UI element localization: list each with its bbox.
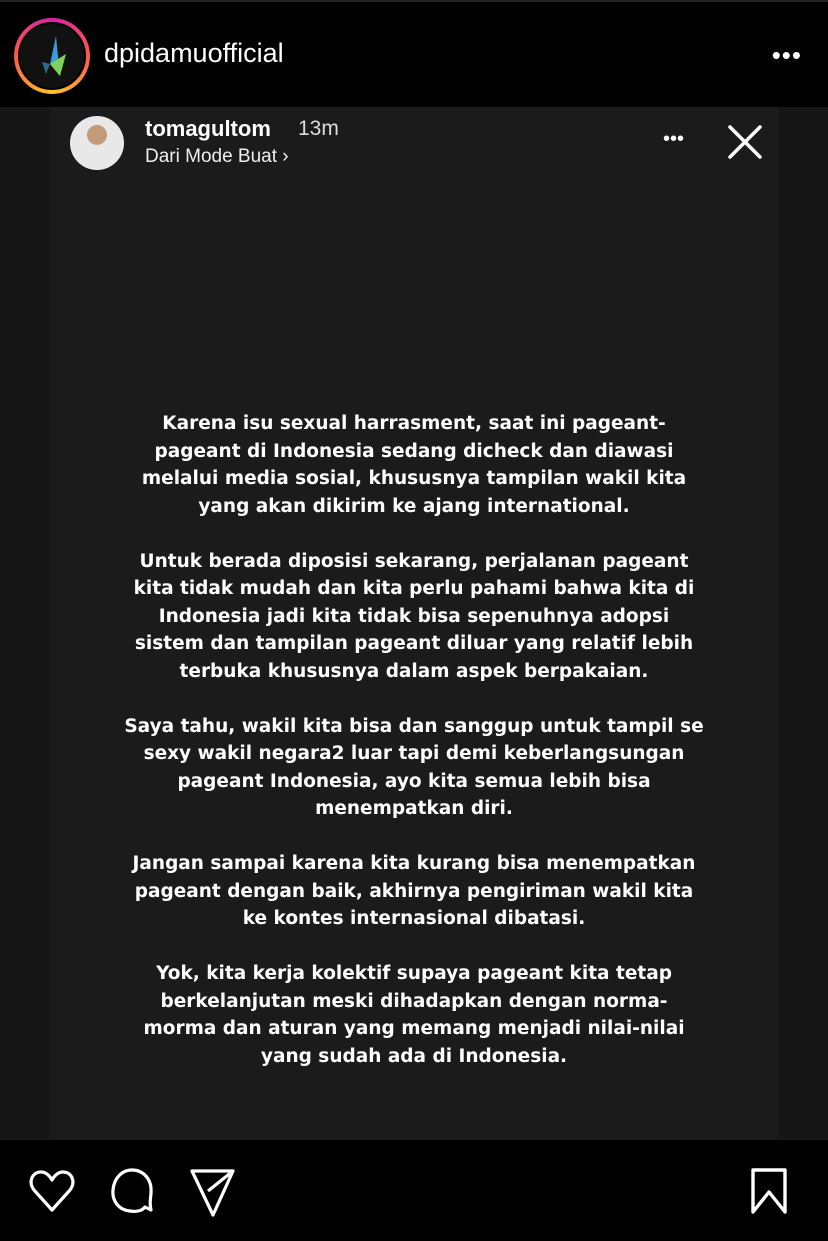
create-mode-link[interactable]: Dari Mode Buat › (145, 146, 289, 167)
story-text-line: ke kontes internasional dibatasi. (242, 908, 586, 929)
more-options-icon[interactable]: ••• (771, 40, 802, 70)
story-text-line: pageant di Indonesia sedang dicheck dan diawasi (154, 440, 674, 462)
story-text-line: Saya tahu, wakil kita bisa dan sanggup untuk tampil se (124, 715, 704, 737)
story-text-line: yang akan dikirim ke ajang international. (198, 495, 630, 517)
story-text-line: sexy wakil negara2 luar tapi demi keberlangsungan (143, 743, 685, 764)
story-text-line: Indonesia jadi kita tidak bisa sepenuhnya adopsi (158, 605, 670, 627)
story-username[interactable]: tomagultom (145, 116, 271, 141)
story-paragraph (50, 548, 778, 686)
story-author-avatar[interactable] (70, 116, 124, 170)
story-text-line: melalui media sosial, khususnya tampilan wakil kita (141, 468, 687, 489)
story-paragraph (50, 713, 778, 823)
butterfly-logo-icon (20, 24, 84, 88)
action-bar (0, 1140, 828, 1241)
story-text-line: Yok, kita kerja kolektif supaya pageant kita tetap (156, 963, 672, 984)
story-text-line: Untuk berada diposisi sekarang, perjalanan pageant (139, 550, 689, 572)
story-more-icon[interactable]: ••• (663, 128, 685, 150)
story-text-line: Karena isu sexual harrasment, saat ini pageant- (162, 413, 666, 434)
story-text-line: morma dan aturan yang memang menjadi nilai-nilai (143, 1018, 685, 1039)
story-text-line: menempatkan diri. (315, 798, 513, 819)
close-icon[interactable] (726, 123, 764, 161)
post-header (0, 0, 828, 107)
story-text-line: pageant dengan baik, akhirnya pengiriman wakil kita (134, 880, 694, 902)
story-text-line: sistem dan tampilan pageant diluar yang relatif lebih (134, 633, 694, 654)
story-paragraph (50, 850, 778, 933)
story-text-line: berkelanjutan meski dihadapkan dengan norma- (160, 990, 668, 1012)
story-text-line: terbuka khususnya dalam aspek berpakaian. (179, 660, 649, 682)
heart-icon[interactable] (28, 1168, 76, 1214)
account-avatar[interactable] (14, 18, 90, 94)
comment-icon[interactable] (108, 1166, 158, 1216)
story-text-line: pageant Indonesia, ayo kita semua lebih bisa (177, 770, 651, 792)
story-text-line: yang sudah ada di Indonesia. (260, 1045, 568, 1067)
story-text (50, 410, 778, 1098)
account-name[interactable]: dpidamuofficial (104, 38, 284, 68)
story-timestamp: 13m (298, 117, 339, 140)
bookmark-icon[interactable] (748, 1166, 790, 1216)
story-text-line: kita tidak mudah dan kita perlu pahami bahwa kita di (133, 578, 695, 599)
share-icon[interactable] (188, 1167, 238, 1217)
story-text-line: Jangan sampai karena kita kurang bisa menempatkan (132, 853, 696, 874)
story-paragraph (50, 410, 778, 520)
story-paragraph (50, 960, 778, 1070)
